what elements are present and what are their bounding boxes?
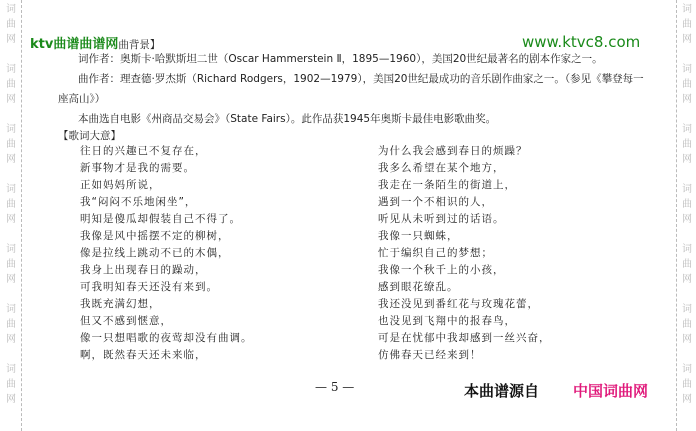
lyric-line: 我走在一条陌生的街道上， — [378, 179, 516, 191]
watermark-char: 词 — [6, 364, 16, 375]
lyric-line: 遇到一个不相识的人， — [378, 196, 493, 208]
lyric-line: 我既充满幻想， — [80, 298, 161, 310]
watermark-char: 网 — [682, 214, 692, 225]
watermark-char: 网 — [6, 214, 16, 225]
lyric-line: 可我明知春天还没有来到。 — [80, 281, 218, 293]
lyric-line: 我多么希望在某个地方， — [378, 162, 505, 174]
lyric-line: 我像是风中摇摆不定的柳树， — [80, 230, 230, 242]
lyrics-left-column — [80, 143, 253, 364]
song-source: 本曲选自电影《州商品交易会》（State Fairs）。此作品获1945年奥斯卡最佳电影歌曲奖。 — [78, 113, 497, 125]
lyric-line: 但又不感到惬意， — [80, 315, 172, 327]
watermark-char: 曲 — [6, 139, 16, 150]
watermark-char: 网 — [682, 394, 692, 405]
watermark-char: 曲 — [682, 19, 692, 30]
lyricist-info: 词作者：奥斯卡·哈默斯坦二世（Oscar Hammerstein Ⅱ，1895—1960），美国20世纪最著名的剧本作家之一。 — [78, 53, 603, 65]
watermark-char: 词 — [682, 244, 692, 255]
section-heading-background: 曲背景】 — [118, 39, 161, 51]
watermark-char: 网 — [6, 334, 16, 345]
watermark-char: 词 — [682, 64, 692, 75]
watermark-char: 网 — [6, 394, 16, 405]
lyrics-right-column — [378, 143, 551, 364]
footer-prefix: 本曲谱源自 — [464, 382, 540, 400]
watermark-char: 曲 — [6, 19, 16, 30]
watermark-char: 曲 — [682, 199, 692, 210]
lyric-line: 像是拉线上跳动不已的木偶， — [80, 247, 230, 259]
lyric-line: 也没见到飞翔中的报春鸟， — [378, 315, 516, 327]
right-dashed-border — [676, 0, 677, 431]
lyric-line: 可是在忧郁中我却感到一丝兴奋， — [378, 332, 551, 344]
watermark-char: 网 — [682, 154, 692, 165]
watermark-char: 词 — [682, 364, 692, 375]
watermark-char: 词 — [682, 4, 692, 15]
header-url: www.ktvc8.com — [522, 33, 641, 51]
lyric-line: 忙于编织自己的梦想； — [378, 247, 493, 259]
watermark-char: 网 — [682, 274, 692, 285]
lyric-line: 为什么我会感到春日的烦躁？ — [378, 145, 528, 157]
watermark-char: 网 — [682, 34, 692, 45]
composer-info: 曲作者：理查德·罗杰斯（Richard Rodgers，1902—1979），美国20世纪最成功的音乐剧作曲家之一。（参见《攀登每一 — [78, 73, 644, 85]
watermark-char: 曲 — [682, 139, 692, 150]
watermark-char: 曲 — [6, 79, 16, 90]
header-logo — [30, 33, 160, 52]
left-dashed-border — [21, 0, 22, 431]
lyric-line: 我“闷闷不乐地闲坐”， — [80, 196, 197, 208]
watermark-char: 曲 — [6, 259, 16, 270]
watermark-char: 网 — [6, 34, 16, 45]
logo-text: ktv曲谱曲谱网 — [30, 37, 119, 52]
lyric-line: 我还没见到番红花与玫瑰花蕾， — [378, 298, 539, 310]
lyric-line: 像一只想唱歌的夜莺却没有曲调。 — [80, 332, 253, 344]
watermark-char: 网 — [682, 94, 692, 105]
watermark-char: 网 — [6, 274, 16, 285]
watermark-char: 词 — [6, 124, 16, 135]
lyric-line: 我身上出现春日的躁动， — [80, 264, 207, 276]
watermark-char: 词 — [6, 304, 16, 315]
lyric-line: 往日的兴趣已不复存在， — [80, 145, 207, 157]
watermark-char: 词 — [6, 184, 16, 195]
lyric-line: 听见从未听到过的话语。 — [378, 213, 505, 225]
lyric-line: 感到眼花缭乱。 — [378, 281, 459, 293]
watermark-char: 词 — [682, 184, 692, 195]
watermark-char: 曲 — [682, 379, 692, 390]
lyric-line: 我像一个秋千上的小孩， — [378, 264, 505, 276]
watermark-char: 曲 — [6, 319, 16, 330]
watermark-char: 词 — [682, 124, 692, 135]
footer-site: 中国词曲网 — [573, 382, 649, 400]
lyrics-heading: 【歌词大意】 — [58, 130, 121, 142]
lyric-line: 啊，既然春天还未来临， — [80, 349, 207, 361]
watermark-char: 网 — [6, 154, 16, 165]
watermark-char: 词 — [6, 244, 16, 255]
watermark-char: 网 — [6, 94, 16, 105]
lyric-line: 明知是傻瓜却假装自己不得了。 — [80, 213, 241, 225]
watermark-char: 曲 — [6, 379, 16, 390]
watermark-char: 曲 — [682, 79, 692, 90]
lyric-line: 我像一只蜘蛛， — [378, 230, 459, 242]
lyric-line: 正如妈妈所说， — [80, 179, 161, 191]
watermark-char: 词 — [6, 64, 16, 75]
watermark-char: 词 — [6, 4, 16, 15]
watermark-char: 网 — [682, 334, 692, 345]
watermark-char: 曲 — [682, 319, 692, 330]
composer-info-cont: 座高山》） — [58, 93, 106, 105]
watermark-char: 曲 — [682, 259, 692, 270]
lyric-line: 仿佛春天已经来到！ — [378, 349, 482, 361]
watermark-char: 曲 — [6, 199, 16, 210]
watermark-char: 词 — [682, 304, 692, 315]
page-number: — 5 — — [315, 380, 355, 394]
lyric-line: 新事物才是我的需要。 — [80, 162, 195, 174]
